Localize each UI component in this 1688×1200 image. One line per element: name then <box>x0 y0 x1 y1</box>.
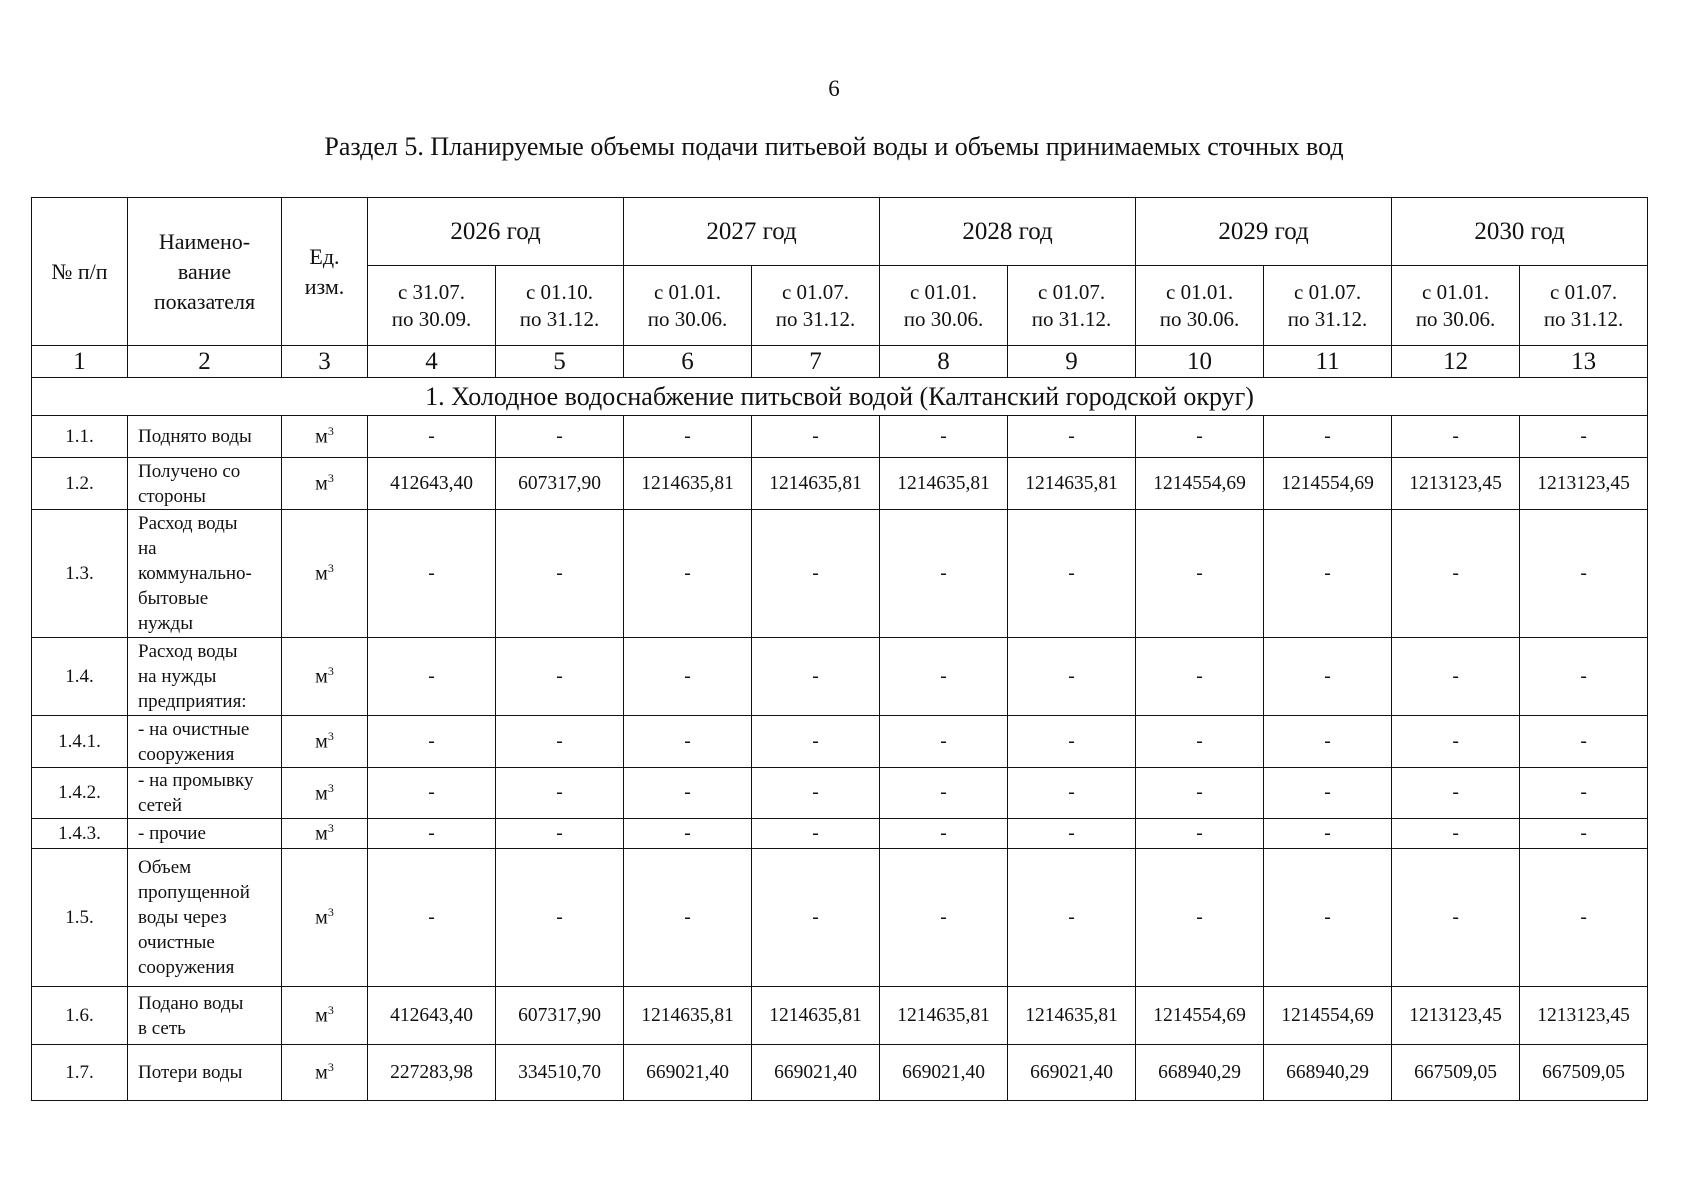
header-period: с 01.07. по 31.12. <box>752 266 880 346</box>
unit-base: м <box>315 782 328 805</box>
value-cell: - <box>496 416 624 458</box>
row-number: 1.5. <box>32 849 128 987</box>
table-row <box>32 638 1648 716</box>
value-cell: - <box>752 768 880 819</box>
table-row <box>32 819 1648 849</box>
value-cell: 668940,29 <box>1136 1045 1264 1101</box>
header-indicator-name: Наимено- вание показателя <box>128 198 282 346</box>
header-period: с 01.07. по 31.12. <box>1008 266 1136 346</box>
column-number: 6 <box>624 346 752 378</box>
value-cell: - <box>368 716 496 768</box>
header-year: 2029 год <box>1136 198 1392 266</box>
value-cell: - <box>1520 768 1648 819</box>
value-cell: - <box>1264 510 1392 638</box>
value-cell: - <box>1392 638 1520 716</box>
value-cell: 1214554,69 <box>1264 987 1392 1045</box>
value-cell: - <box>1136 716 1264 768</box>
unit-base: м <box>315 906 328 929</box>
row-number: 1.4.3. <box>32 819 128 849</box>
value-cell: - <box>1136 510 1264 638</box>
section-title: Раздел 5. Планируемые объемы подачи питьевой воды и объемы принимаемых сточных вод <box>324 132 1344 161</box>
value-cell: - <box>496 638 624 716</box>
header-number: № п/п <box>32 198 128 346</box>
column-number: 1 <box>32 346 128 378</box>
value-cell: 669021,40 <box>752 1045 880 1101</box>
value-cell: - <box>1392 416 1520 458</box>
unit-exponent: 3 <box>327 471 334 486</box>
value-cell: - <box>1136 416 1264 458</box>
value-cell: 1214635,81 <box>752 458 880 510</box>
water-supply-table <box>31 197 1648 1101</box>
row-number: 1.2. <box>32 458 128 510</box>
column-number: 5 <box>496 346 624 378</box>
table-row <box>32 510 1648 638</box>
value-cell: 1214635,81 <box>880 458 1008 510</box>
table-row <box>32 716 1648 768</box>
indicator-name: Расход воды на нужды предприятия: <box>128 638 282 716</box>
indicator-name: Потери воды <box>128 1045 282 1101</box>
header-period: с 01.01. по 30.06. <box>1136 266 1264 346</box>
value-cell: 227283,98 <box>368 1045 496 1101</box>
value-cell: 1213123,45 <box>1392 987 1520 1045</box>
value-cell: 607317,90 <box>496 987 624 1045</box>
unit-exponent: 3 <box>327 821 334 836</box>
unit-base: м <box>315 472 328 495</box>
unit-cell <box>282 1045 368 1101</box>
value-cell: 667509,05 <box>1392 1045 1520 1101</box>
unit-cell <box>282 638 368 716</box>
value-cell: - <box>1264 716 1392 768</box>
value-cell: 1214635,81 <box>1008 458 1136 510</box>
value-cell: - <box>496 849 624 987</box>
indicator-name: Подано воды в сеть <box>128 987 282 1045</box>
value-cell: - <box>1520 638 1648 716</box>
value-cell: 1213123,45 <box>1392 458 1520 510</box>
value-cell: 412643,40 <box>368 987 496 1045</box>
value-cell: - <box>1392 819 1520 849</box>
value-cell: - <box>752 819 880 849</box>
unit-exponent: 3 <box>327 424 334 439</box>
value-cell: - <box>880 638 1008 716</box>
value-cell: - <box>496 768 624 819</box>
header-year: 2027 год <box>624 198 880 266</box>
value-cell: 1214635,81 <box>752 987 880 1045</box>
value-cell: - <box>1264 638 1392 716</box>
value-cell: 669021,40 <box>880 1045 1008 1101</box>
value-cell: - <box>1008 768 1136 819</box>
value-cell: 1214635,81 <box>1008 987 1136 1045</box>
table-row <box>32 849 1648 987</box>
column-number: 13 <box>1520 346 1648 378</box>
value-cell: 669021,40 <box>624 1045 752 1101</box>
value-cell: - <box>880 510 1008 638</box>
table-body <box>32 378 1648 1101</box>
unit-cell <box>282 716 368 768</box>
indicator-name: - прочие <box>128 819 282 849</box>
column-number: 9 <box>1008 346 1136 378</box>
value-cell: - <box>752 510 880 638</box>
header-year: 2028 год <box>880 198 1136 266</box>
row-number: 1.4.2. <box>32 768 128 819</box>
value-cell: - <box>1264 849 1392 987</box>
value-cell: - <box>752 416 880 458</box>
unit-cell <box>282 987 368 1045</box>
value-cell: 1213123,45 <box>1520 458 1648 510</box>
value-cell: - <box>624 716 752 768</box>
value-cell: - <box>1392 510 1520 638</box>
value-cell: 607317,90 <box>496 458 624 510</box>
value-cell: - <box>624 849 752 987</box>
unit-base: м <box>315 562 328 585</box>
value-cell: - <box>1008 416 1136 458</box>
row-number: 1.4. <box>32 638 128 716</box>
column-number: 11 <box>1264 346 1392 378</box>
value-cell: - <box>880 768 1008 819</box>
value-cell: - <box>368 416 496 458</box>
value-cell: 1214635,81 <box>880 987 1008 1045</box>
unit-cell <box>282 768 368 819</box>
value-cell: 334510,70 <box>496 1045 624 1101</box>
value-cell: 1214635,81 <box>624 458 752 510</box>
indicator-name: Расход воды на коммунально- бытовые нужды <box>128 510 282 638</box>
value-cell: - <box>624 819 752 849</box>
unit-base: м <box>315 665 328 688</box>
value-cell: - <box>496 716 624 768</box>
unit-base: м <box>315 730 328 753</box>
header-unit: Ед. изм. <box>282 198 368 346</box>
column-number-row <box>32 346 1648 378</box>
header-period: с 31.07. по 30.09. <box>368 266 496 346</box>
unit-cell <box>282 458 368 510</box>
row-number: 1.7. <box>32 1045 128 1101</box>
header-year: 2026 год <box>368 198 624 266</box>
column-number: 4 <box>368 346 496 378</box>
value-cell: - <box>368 819 496 849</box>
indicator-name: Получено со стороны <box>128 458 282 510</box>
value-cell: - <box>1008 819 1136 849</box>
column-number: 7 <box>752 346 880 378</box>
table-row <box>32 458 1648 510</box>
row-number: 1.6. <box>32 987 128 1045</box>
value-cell: - <box>368 510 496 638</box>
table-row <box>32 416 1648 458</box>
indicator-name: - на промывку сетей <box>128 768 282 819</box>
value-cell: - <box>368 638 496 716</box>
column-number: 10 <box>1136 346 1264 378</box>
value-cell: - <box>1136 819 1264 849</box>
value-cell: - <box>1520 416 1648 458</box>
value-cell: - <box>496 510 624 638</box>
value-cell: - <box>1008 716 1136 768</box>
value-cell: 1214554,69 <box>1264 458 1392 510</box>
value-cell: - <box>1520 819 1648 849</box>
value-cell: - <box>880 819 1008 849</box>
column-number: 3 <box>282 346 368 378</box>
unit-exponent: 3 <box>327 561 334 576</box>
value-cell: - <box>1520 849 1648 987</box>
header-period: с 01.10. по 31.12. <box>496 266 624 346</box>
value-cell: - <box>880 416 1008 458</box>
value-cell: - <box>624 416 752 458</box>
unit-cell <box>282 510 368 638</box>
indicator-name: Объем пропущенной воды через очистные сооружения <box>128 849 282 987</box>
row-number: 1.3. <box>32 510 128 638</box>
value-cell: 1214554,69 <box>1136 987 1264 1045</box>
page-number: 6 <box>828 76 840 101</box>
row-number: 1.1. <box>32 416 128 458</box>
group-row <box>32 378 1648 416</box>
value-cell: - <box>1392 716 1520 768</box>
value-cell: - <box>1264 768 1392 819</box>
value-cell: - <box>1136 849 1264 987</box>
unit-exponent: 3 <box>327 664 334 679</box>
value-cell: - <box>880 849 1008 987</box>
value-cell: - <box>1136 768 1264 819</box>
header-period: с 01.07. по 31.12. <box>1520 266 1648 346</box>
value-cell: 1213123,45 <box>1520 987 1648 1045</box>
header-period: с 01.01. по 30.06. <box>880 266 1008 346</box>
row-number: 1.4.1. <box>32 716 128 768</box>
value-cell: - <box>1392 768 1520 819</box>
value-cell: 669021,40 <box>1008 1045 1136 1101</box>
value-cell: 412643,40 <box>368 458 496 510</box>
value-cell: - <box>1264 819 1392 849</box>
column-number: 12 <box>1392 346 1520 378</box>
value-cell: - <box>368 768 496 819</box>
value-cell: - <box>1008 638 1136 716</box>
value-cell: - <box>624 768 752 819</box>
value-cell: - <box>1520 716 1648 768</box>
group-title: 1. Холодное водоснабжение питьсвой водой (Калтанский городской округ) <box>32 378 1648 416</box>
value-cell: 1214635,81 <box>624 987 752 1045</box>
value-cell: - <box>752 638 880 716</box>
value-cell: - <box>1392 849 1520 987</box>
value-cell: 667509,05 <box>1520 1045 1648 1101</box>
value-cell: - <box>368 849 496 987</box>
header-year: 2030 год <box>1392 198 1648 266</box>
value-cell: - <box>1136 638 1264 716</box>
value-cell: - <box>496 819 624 849</box>
indicator-name: Поднято воды <box>128 416 282 458</box>
header-row-years <box>32 198 1648 266</box>
unit-exponent: 3 <box>327 905 334 920</box>
value-cell: - <box>1008 849 1136 987</box>
header-period: с 01.01. по 30.06. <box>1392 266 1520 346</box>
column-number: 2 <box>128 346 282 378</box>
indicator-name: - на очистные сооружения <box>128 716 282 768</box>
value-cell: 668940,29 <box>1264 1045 1392 1101</box>
table-row <box>32 768 1648 819</box>
value-cell: - <box>1264 416 1392 458</box>
unit-cell <box>282 819 368 849</box>
value-cell: - <box>1008 510 1136 638</box>
unit-cell <box>282 849 368 987</box>
unit-base: м <box>315 425 328 448</box>
header-period: с 01.01. по 30.06. <box>624 266 752 346</box>
unit-exponent: 3 <box>327 729 334 744</box>
unit-base: м <box>315 822 328 845</box>
table-row <box>32 1045 1648 1101</box>
value-cell: - <box>752 849 880 987</box>
value-cell: - <box>1520 510 1648 638</box>
unit-exponent: 3 <box>327 1060 334 1075</box>
unit-exponent: 3 <box>327 780 334 795</box>
unit-cell <box>282 416 368 458</box>
value-cell: - <box>624 638 752 716</box>
value-cell: 1214554,69 <box>1136 458 1264 510</box>
value-cell: - <box>752 716 880 768</box>
value-cell: - <box>880 716 1008 768</box>
unit-exponent: 3 <box>327 1003 334 1018</box>
value-cell: - <box>624 510 752 638</box>
column-number: 8 <box>880 346 1008 378</box>
header-period: с 01.07. по 31.12. <box>1264 266 1392 346</box>
unit-base: м <box>315 1061 328 1084</box>
table-row <box>32 987 1648 1045</box>
unit-base: м <box>315 1004 328 1027</box>
